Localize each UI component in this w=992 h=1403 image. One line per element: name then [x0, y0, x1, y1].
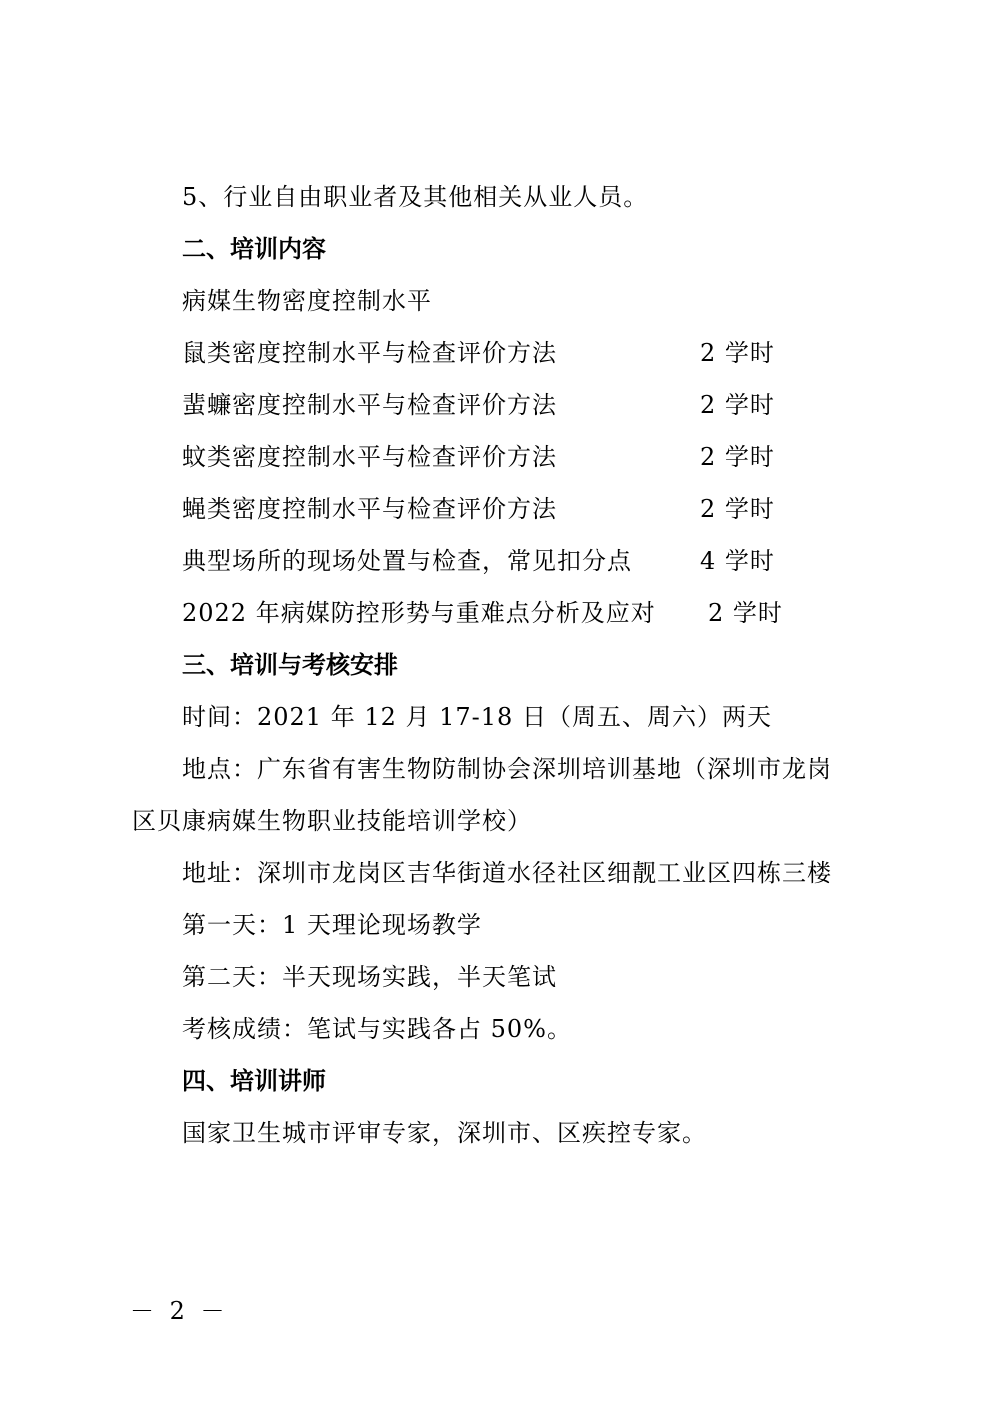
- instructor-info: 国家卫生城市评审专家，深圳市、区疾控专家。: [182, 1119, 707, 1147]
- section-2-subheading: 病媒生物密度控制水平: [182, 287, 432, 315]
- section-4-heading: 四、培训讲师: [182, 1067, 326, 1095]
- training-address: 地址：深圳市龙岗区吉华街道水径社区细靓工业区四栋三楼: [182, 859, 832, 887]
- course-hours: 2 学时: [700, 495, 775, 523]
- course-hours: 2 学时: [700, 443, 775, 471]
- section-3-heading: 三、培训与考核安排: [182, 651, 398, 679]
- course-hours: 4 学时: [700, 547, 775, 575]
- day-one-schedule: 第一天：1 天理论现场教学: [182, 911, 482, 939]
- training-time: 时间：2021 年 12 月 17-18 日（周五、周六）两天: [182, 703, 772, 731]
- section-2-heading: 二、培训内容: [182, 235, 326, 263]
- course-title: 蜚蠊密度控制水平与检查评价方法: [182, 391, 557, 419]
- assessment-score: 考核成绩：笔试与实践各占 50%。: [182, 1015, 572, 1043]
- page-number: － 2 －: [130, 1297, 229, 1325]
- course-title: 蝇类密度控制水平与检查评价方法: [182, 495, 557, 523]
- course-title: 2022 年病媒防控形势与重难点分析及应对: [182, 599, 656, 627]
- day-two-schedule: 第二天：半天现场实践，半天笔试: [182, 963, 557, 991]
- course-title: 蚊类密度控制水平与检查评价方法: [182, 443, 557, 471]
- training-location-line-1: 地点：广东省有害生物防制协会深圳培训基地（深圳市龙岗: [182, 755, 832, 783]
- course-hours: 2 学时: [700, 391, 775, 419]
- intro-line: 5、行业自由职业者及其他相关从业人员。: [182, 183, 649, 211]
- training-location-line-2: 区贝康病媒生物职业技能培训学校）: [132, 807, 532, 835]
- course-hours: 2 学时: [700, 339, 775, 367]
- course-title: 典型场所的现场处置与检查，常见扣分点: [182, 547, 632, 575]
- course-title: 鼠类密度控制水平与检查评价方法: [182, 339, 557, 367]
- course-hours: 2 学时: [708, 599, 783, 627]
